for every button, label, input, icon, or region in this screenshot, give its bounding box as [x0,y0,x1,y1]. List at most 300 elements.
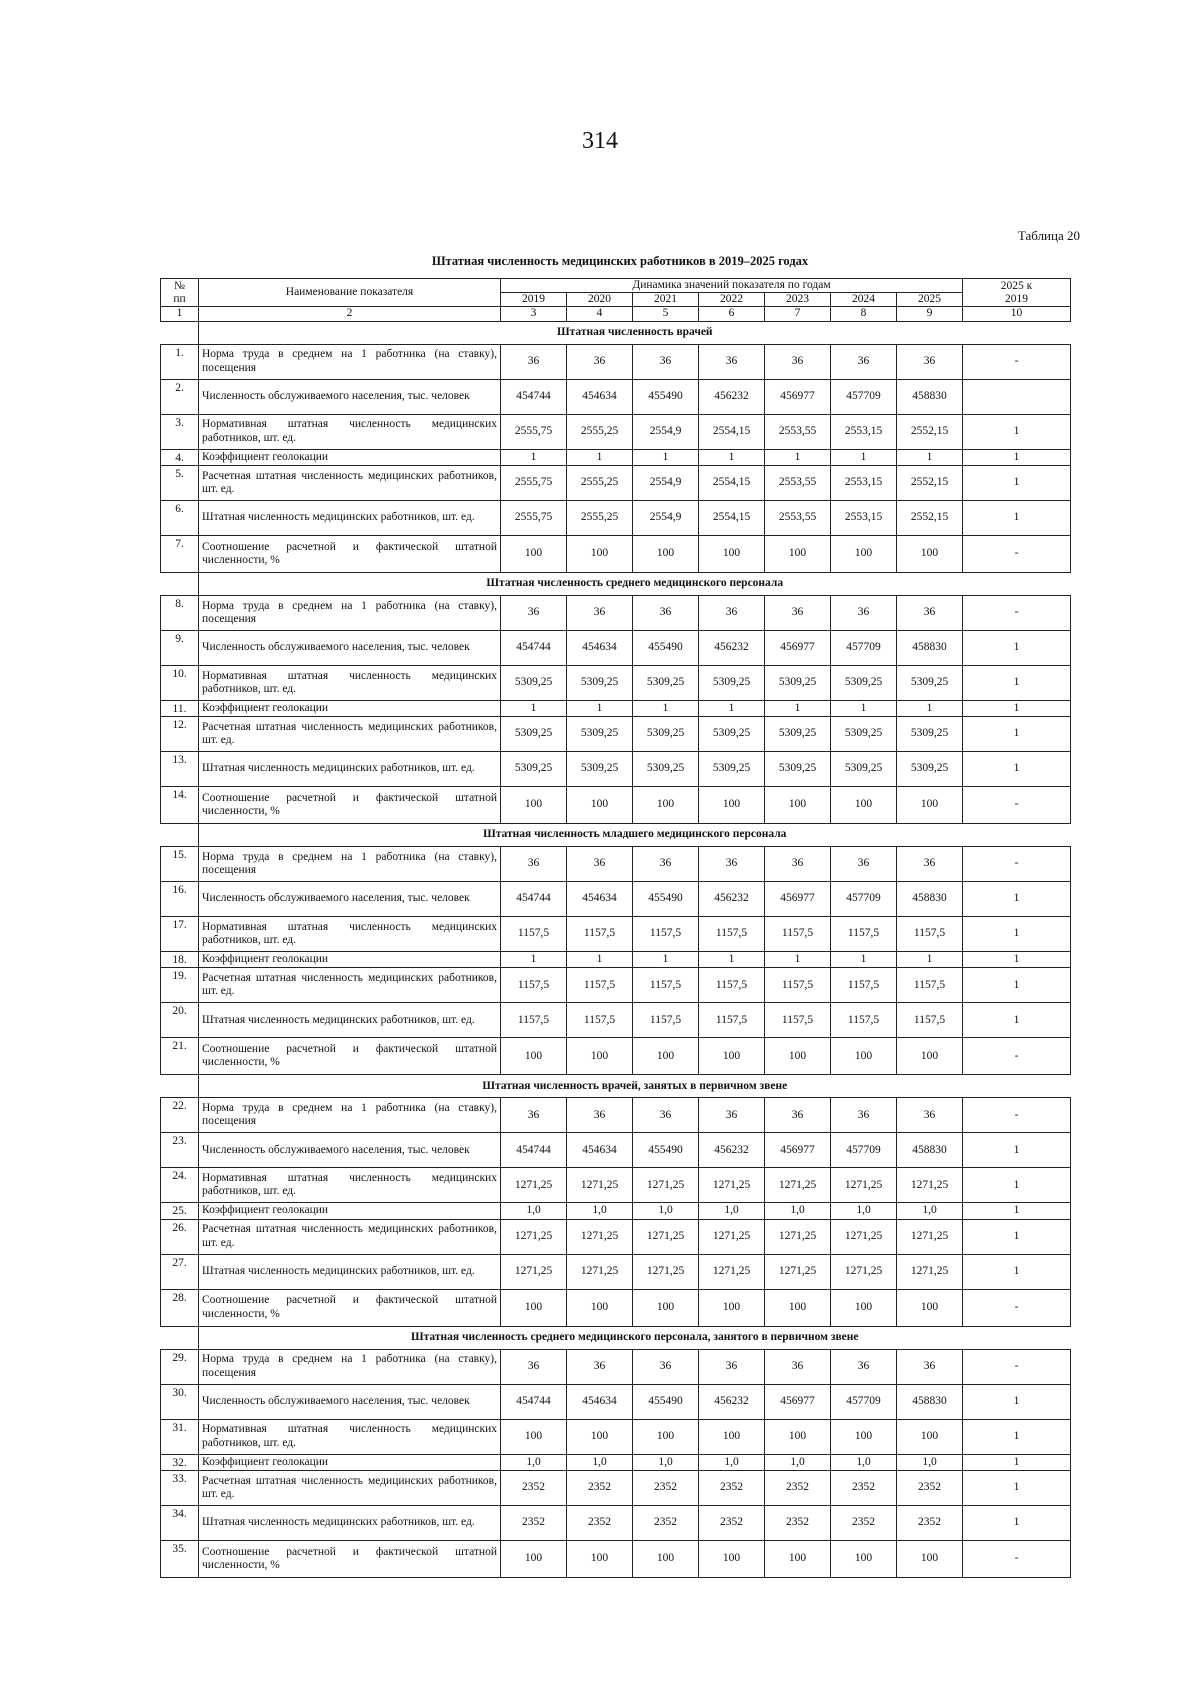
year-value: 100 [633,535,699,572]
section-title: Штатная численность среднего медицинского персонала [199,572,1071,595]
ratio-value: 1 [963,1470,1071,1505]
year-value: 2554,9 [633,465,699,500]
header-no: № пп [161,279,199,307]
year-value: 100 [699,787,765,824]
table-body [161,321,1071,1577]
row-number: 8. [161,595,199,630]
year-value: 1,0 [765,1454,831,1470]
year-value: 36 [501,847,567,882]
table-header [161,279,1071,322]
ratio-value: 1 [963,449,1071,465]
year-value: 1 [633,700,699,716]
column-number: 2 [199,307,501,321]
table-row [161,1505,1071,1540]
year-value: 2555,75 [501,465,567,500]
year-value: 1 [699,952,765,968]
column-number: 4 [567,307,633,321]
year-value: 1271,25 [699,1168,765,1203]
year-value: 1,0 [567,1454,633,1470]
indicator-name: Штатная численность медицинских работников, шт. ед. [199,1505,501,1540]
indicator-name: Коэффициент геолокации [199,952,501,968]
year-value: 36 [699,1098,765,1133]
year-value: 5309,25 [699,665,765,700]
header-year: 2021 [633,293,699,307]
year-value: 1157,5 [699,917,765,952]
row-number: 28. [161,1289,199,1326]
year-value: 1271,25 [501,1168,567,1203]
section-spacer [161,1075,199,1098]
year-value: 36 [897,1349,963,1384]
column-number: 5 [633,307,699,321]
year-value: 1,0 [765,1203,831,1219]
year-value: 36 [699,344,765,379]
year-value: 1271,25 [633,1168,699,1203]
year-value: 1157,5 [633,917,699,952]
year-value: 454744 [501,630,567,665]
year-value: 2555,25 [567,500,633,535]
year-value: 1 [501,700,567,716]
year-value: 1271,25 [633,1254,699,1289]
year-value: 454634 [567,1384,633,1419]
column-number: 1 [161,307,199,321]
year-value: 1 [897,952,963,968]
ratio-value: 1 [963,665,1071,700]
year-value: 2552,15 [897,500,963,535]
table-row [161,1098,1071,1133]
year-value: 2352 [567,1505,633,1540]
indicator-name: Численность обслуживаемого населения, тыс. человек [199,1133,501,1168]
year-value: 1271,25 [831,1254,897,1289]
year-value: 100 [765,1419,831,1454]
ratio-value: - [963,535,1071,572]
year-value: 5309,25 [567,717,633,752]
indicator-name: Численность обслуживаемого населения, тыс. человек [199,379,501,414]
year-value: 2352 [633,1505,699,1540]
year-value: 1271,25 [567,1168,633,1203]
year-value: 100 [567,1540,633,1577]
year-value: 1,0 [831,1454,897,1470]
year-value: 1 [897,700,963,716]
year-value: 2553,15 [831,465,897,500]
ratio-value: 1 [963,968,1071,1003]
year-value: 2554,15 [699,414,765,449]
row-number: 14. [161,787,199,824]
indicator-name: Численность обслуживаемого населения, тыс. человек [199,1384,501,1419]
year-value: 36 [699,595,765,630]
year-value: 100 [897,1540,963,1577]
year-value: 1271,25 [501,1219,567,1254]
year-value: 456977 [765,1384,831,1419]
year-value: 1,0 [501,1203,567,1219]
year-value: 36 [897,595,963,630]
year-value: 2352 [897,1470,963,1505]
ratio-value: 1 [963,414,1071,449]
year-value: 456232 [699,630,765,665]
year-value: 100 [897,1289,963,1326]
year-value: 36 [633,1098,699,1133]
year-value: 100 [765,1038,831,1075]
year-value: 1,0 [831,1203,897,1219]
indicator-name: Соотношение расчетной и фактической штатной численности, % [199,1289,501,1326]
ratio-value: - [963,1098,1071,1133]
year-value: 100 [831,535,897,572]
year-value: 1,0 [897,1454,963,1470]
year-value: 100 [699,1289,765,1326]
year-value: 1,0 [567,1203,633,1219]
table-row [161,968,1071,1003]
ratio-value: 1 [963,1454,1071,1470]
indicator-name: Штатная численность медицинских работников, шт. ед. [199,500,501,535]
ratio-value: - [963,1540,1071,1577]
indicator-name: Расчетная штатная численность медицинских работников, шт. ед. [199,968,501,1003]
table-row [161,1419,1071,1454]
year-value: 2352 [699,1505,765,1540]
table-row [161,344,1071,379]
year-value: 1 [831,952,897,968]
ratio-value: 1 [963,752,1071,787]
year-value: 100 [831,1289,897,1326]
section-spacer [161,1326,199,1349]
year-value: 100 [567,535,633,572]
year-value: 1271,25 [567,1219,633,1254]
header-ratio: 2025 к 2019 [963,279,1071,307]
year-value: 36 [765,344,831,379]
year-value: 36 [501,1349,567,1384]
year-value: 100 [567,1419,633,1454]
table-row [161,1003,1071,1038]
header-name: Наименование показателя [199,279,501,307]
row-number: 31. [161,1419,199,1454]
year-value: 36 [831,595,897,630]
indicator-name: Норма труда в среднем на 1 работника (на ставку), посещения [199,1098,501,1133]
year-value: 458830 [897,630,963,665]
year-value: 36 [699,847,765,882]
section-title: Штатная численность врачей [199,321,1071,344]
year-value: 1157,5 [897,968,963,1003]
year-value: 100 [501,1038,567,1075]
indicator-name: Коэффициент геолокации [199,1454,501,1470]
year-value: 36 [567,1098,633,1133]
row-number: 22. [161,1098,199,1133]
year-value: 2552,15 [897,465,963,500]
year-value: 2352 [897,1505,963,1540]
year-value: 456232 [699,379,765,414]
year-value: 1,0 [633,1203,699,1219]
year-value: 454634 [567,630,633,665]
year-value: 1 [831,700,897,716]
year-value: 100 [897,1419,963,1454]
year-value: 1,0 [633,1454,699,1470]
year-value: 100 [567,787,633,824]
section-title: Штатная численность врачей, занятых в первичном звене [199,1075,1071,1098]
indicator-name: Нормативная штатная численность медицинских работников, шт. ед. [199,665,501,700]
ratio-value: - [963,787,1071,824]
year-value: 100 [765,787,831,824]
year-value: 36 [765,1098,831,1133]
year-value: 1271,25 [897,1219,963,1254]
year-value: 2553,55 [765,414,831,449]
row-number: 25. [161,1203,199,1219]
ratio-value: 1 [963,1384,1071,1419]
year-value: 36 [831,1349,897,1384]
indicator-name: Расчетная штатная численность медицинских работников, шт. ед. [199,1470,501,1505]
table-title: Штатная численность медицинских работников в 2019–2025 годах [431,254,809,268]
year-value: 1157,5 [831,1003,897,1038]
year-value: 1157,5 [831,917,897,952]
year-value: 2554,15 [699,465,765,500]
year-value: 100 [765,1540,831,1577]
year-value: 1 [765,449,831,465]
row-number: 1. [161,344,199,379]
year-value: 454634 [567,882,633,917]
table-row [161,1254,1071,1289]
year-value: 1,0 [699,1454,765,1470]
year-value: 2352 [765,1470,831,1505]
year-value: 100 [897,787,963,824]
table-row [161,414,1071,449]
row-number: 5. [161,465,199,500]
year-value: 100 [633,787,699,824]
year-value: 5309,25 [897,717,963,752]
year-value: 5309,25 [567,752,633,787]
year-value: 456977 [765,630,831,665]
header-year: 2020 [567,293,633,307]
year-value: 1 [765,700,831,716]
row-number: 7. [161,535,199,572]
year-value: 5309,25 [633,665,699,700]
year-value: 1271,25 [633,1219,699,1254]
ratio-value: 1 [963,1505,1071,1540]
section-title: Штатная численность младшего медицинского персонала [199,824,1071,847]
year-value: 100 [765,1289,831,1326]
year-value: 1157,5 [765,968,831,1003]
header-year: 2024 [831,293,897,307]
table-row [161,1349,1071,1384]
ratio-value: - [963,1349,1071,1384]
table-row [161,1384,1071,1419]
year-value: 455490 [633,882,699,917]
year-value: 1 [501,449,567,465]
year-value: 100 [501,535,567,572]
section-spacer [161,321,199,344]
year-value: 100 [897,535,963,572]
year-value: 455490 [633,1133,699,1168]
column-number: 7 [765,307,831,321]
year-value: 2352 [501,1505,567,1540]
year-value: 1,0 [699,1203,765,1219]
header-year: 2022 [699,293,765,307]
table-row [161,1168,1071,1203]
row-number: 20. [161,1003,199,1038]
table-caption: Таблица 20 [1017,228,1080,243]
year-value: 1271,25 [831,1219,897,1254]
year-value: 1271,25 [765,1168,831,1203]
year-value: 1 [699,449,765,465]
year-value: 456977 [765,1133,831,1168]
indicator-name: Расчетная штатная численность медицинских работников, шт. ед. [199,1219,501,1254]
year-value: 2554,9 [633,500,699,535]
row-number: 23. [161,1133,199,1168]
year-value: 456232 [699,1384,765,1419]
year-value: 36 [765,847,831,882]
indicator-name: Соотношение расчетной и фактической штатной численности, % [199,1038,501,1075]
year-value: 1271,25 [897,1168,963,1203]
year-value: 36 [765,1349,831,1384]
year-value: 455490 [633,1384,699,1419]
row-number: 11. [161,700,199,716]
year-value: 5309,25 [897,752,963,787]
indicator-name: Соотношение расчетной и фактической штатной численности, % [199,1540,501,1577]
year-value: 458830 [897,1133,963,1168]
staffing-table [160,278,1071,1578]
indicator-name: Численность обслуживаемого населения, тыс. человек [199,882,501,917]
year-value: 36 [633,847,699,882]
section-title: Штатная численность среднего медицинского персонала, занятого в первичном звене [199,1326,1071,1349]
year-value: 5309,25 [831,717,897,752]
year-value: 1157,5 [633,1003,699,1038]
year-value: 1157,5 [633,968,699,1003]
table-row [161,952,1071,968]
year-value: 36 [897,344,963,379]
year-value: 100 [831,1419,897,1454]
year-value: 36 [501,1098,567,1133]
year-value: 5309,25 [501,665,567,700]
year-value: 1,0 [501,1454,567,1470]
year-value: 100 [699,1419,765,1454]
year-value: 1 [831,449,897,465]
row-number: 32. [161,1454,199,1470]
row-number: 16. [161,882,199,917]
section-header-row [161,321,1071,344]
year-value: 1271,25 [699,1254,765,1289]
year-value: 456232 [699,1133,765,1168]
row-number: 34. [161,1505,199,1540]
table-row [161,847,1071,882]
year-value: 36 [567,595,633,630]
indicator-name: Соотношение расчетной и фактической штатной численности, % [199,535,501,572]
year-value: 457709 [831,379,897,414]
year-value: 5309,25 [831,752,897,787]
year-value: 457709 [831,630,897,665]
year-value: 2554,15 [699,500,765,535]
year-value: 457709 [831,882,897,917]
table-row [161,1540,1071,1577]
year-value: 36 [633,344,699,379]
row-number: 12. [161,717,199,752]
year-value: 2555,25 [567,414,633,449]
row-number: 6. [161,500,199,535]
year-value: 100 [699,535,765,572]
year-value: 2352 [831,1505,897,1540]
indicator-name: Норма труда в среднем на 1 работника (на ставку), посещения [199,847,501,882]
year-value: 5309,25 [567,665,633,700]
row-number: 29. [161,1349,199,1384]
year-value: 1157,5 [897,1003,963,1038]
table-row [161,665,1071,700]
year-value: 5309,25 [897,665,963,700]
ratio-value [963,379,1071,414]
row-number: 27. [161,1254,199,1289]
year-value: 36 [501,344,567,379]
year-value: 2352 [567,1470,633,1505]
year-value: 2553,15 [831,414,897,449]
row-number: 13. [161,752,199,787]
year-value: 1157,5 [897,917,963,952]
year-value: 2352 [501,1470,567,1505]
year-value: 36 [897,847,963,882]
row-number: 4. [161,449,199,465]
year-value: 1157,5 [699,1003,765,1038]
row-number: 19. [161,968,199,1003]
year-value: 456977 [765,882,831,917]
year-value: 100 [831,1038,897,1075]
year-value: 36 [831,847,897,882]
year-value: 5309,25 [765,717,831,752]
ratio-value: - [963,1289,1071,1326]
table-row [161,787,1071,824]
year-value: 2553,55 [765,500,831,535]
year-value: 5309,25 [501,752,567,787]
section-header-row [161,1075,1071,1098]
year-value: 454634 [567,379,633,414]
table-row [161,465,1071,500]
year-value: 1157,5 [831,968,897,1003]
row-number: 3. [161,414,199,449]
row-number: 9. [161,630,199,665]
year-value: 1271,25 [831,1168,897,1203]
year-value: 100 [501,1289,567,1326]
section-spacer [161,572,199,595]
year-value: 1 [501,952,567,968]
header-year: 2019 [501,293,567,307]
year-value: 5309,25 [699,717,765,752]
row-number: 15. [161,847,199,882]
year-value: 1157,5 [501,1003,567,1038]
year-value: 100 [567,1289,633,1326]
year-value: 2553,55 [765,465,831,500]
ratio-value: - [963,1038,1071,1075]
column-number: 3 [501,307,567,321]
year-value: 36 [633,595,699,630]
year-value: 1271,25 [897,1254,963,1289]
row-number: 26. [161,1219,199,1254]
year-value: 1271,25 [699,1219,765,1254]
indicator-name: Нормативная штатная численность медицинских работников, шт. ед. [199,1168,501,1203]
page-number: 314 [582,128,618,154]
year-value: 1271,25 [501,1254,567,1289]
ratio-value: 1 [963,1254,1071,1289]
year-value: 100 [765,535,831,572]
ratio-value: 1 [963,717,1071,752]
row-number: 35. [161,1540,199,1577]
section-header-row [161,1326,1071,1349]
year-value: 100 [633,1540,699,1577]
year-value: 100 [633,1038,699,1075]
year-value: 2352 [765,1505,831,1540]
row-number: 30. [161,1384,199,1419]
year-value: 36 [699,1349,765,1384]
year-value: 454744 [501,379,567,414]
year-value: 454744 [501,1133,567,1168]
year-value: 1 [765,952,831,968]
ratio-value: 1 [963,1219,1071,1254]
year-value: 1 [633,952,699,968]
year-value: 1 [567,449,633,465]
indicator-name: Численность обслуживаемого населения, тыс. человек [199,630,501,665]
column-number: 10 [963,307,1071,321]
header-dynamics: Динамика значений показателя по годам [501,279,963,293]
year-value: 454634 [567,1133,633,1168]
